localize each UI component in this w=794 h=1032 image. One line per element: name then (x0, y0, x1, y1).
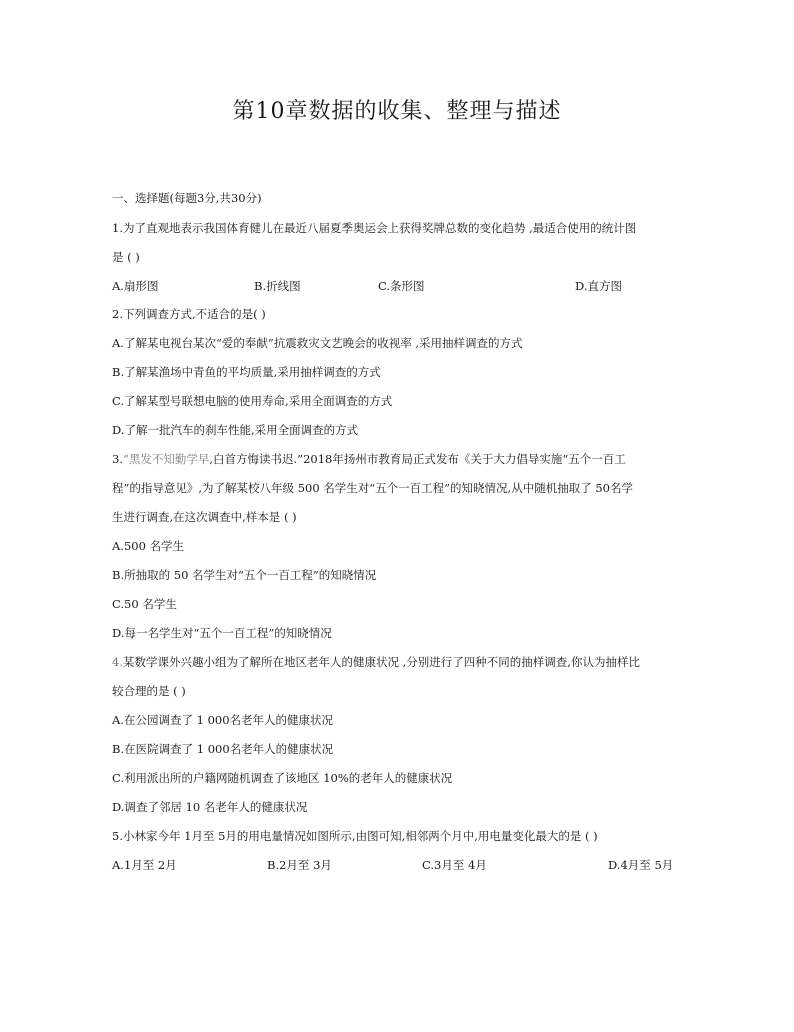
q4-option-c: C.利用派出所的户籍网随机调查了该地区 10%的老年人的健康状况 (112, 771, 453, 785)
q5-option-b: B.2月至 3月 (267, 858, 332, 872)
q4-option-a: A.在公园调查了 1 000名老年人的健康状况 (112, 713, 334, 727)
q5-option-a: A.1月至 2月 (112, 858, 177, 872)
q3-number: 3. (112, 452, 123, 466)
q3-text-line2: 程”的指导意见》,为了解某校八年级 500 名学生对“五个一百工程”的知晓情况,从中随机抽取了 50名学 (112, 481, 633, 495)
section-heading: 一、选择题(每题3分,共30分) (112, 191, 262, 205)
q2-option-d: D.了解一批汽车的刹车性能,采用全面调查的方式 (112, 423, 359, 437)
q5-option-c: C.3月至 4月 (422, 858, 487, 872)
q1-text-line2: 是 ( ) (112, 250, 140, 264)
q4-text-line2: 较合理的是 ( ) (112, 684, 186, 698)
q4-number: 4. (112, 655, 123, 669)
q3-line1-rest: ,白首方悔读书迟.”2018年扬州市教育局正式发布《关于大力倡导实施“五个一百工 (209, 452, 626, 466)
q3-quote: “黑发不知勤学早 (122, 452, 210, 466)
q3-option-c: C.50 名学生 (112, 597, 177, 611)
q4-option-d: D.调查了邻居 10 名老年人的健康状况 (112, 800, 308, 814)
q3-option-b: B.所抽取的 50 名学生对“五个一百工程”的知晓情况 (112, 568, 377, 582)
q1-option-a: A.扇形图 (112, 279, 159, 293)
q1-option-b: B.折线图 (254, 279, 301, 293)
q1-option-c: C.条形图 (378, 279, 425, 293)
q3-option-a: A.500 名学生 (112, 539, 185, 553)
q5-text: 5.小林家今年 1月至 5月的用电量情况如图所示,由图可知,相邻两个月中,用电量变化最大的是 ( ) (112, 829, 598, 843)
q5-option-d: D.4月至 5月 (608, 858, 674, 872)
q1-option-d: D.直方图 (575, 279, 622, 293)
q2-option-c: C.了解某型号联想电脑的使用寿命,采用全面调查的方式 (112, 394, 393, 408)
q3-text-line1 (112, 451, 626, 467)
q1-text-line1: 1.为了直观地表示我国体育健儿在最近八届夏季奥运会上获得奖牌总数的变化趋势 ,最适合使用的统计图 (112, 221, 637, 235)
q3-option-d: D.每一名学生对“五个一百工程”的知晓情况 (112, 626, 332, 640)
q3-text-line3: 生进行调查,在这次调查中,样本是 ( ) (112, 510, 297, 524)
q2-option-a: A.了解某电视台某次“爱的奉献”抗震救灾文艺晚会的收视率 ,采用抽样调查的方式 (112, 336, 523, 350)
page-title: 第10章数据的收集、整理与描述 (232, 99, 562, 124)
q2-text: 2.下列调查方式,不适合的是( ) (112, 307, 266, 321)
q4-text-line1 (112, 654, 640, 670)
q2-option-b: B.了解某渔场中青鱼的平均质量,采用抽样调查的方式 (112, 365, 381, 379)
q4-option-b: B.在医院调查了 1 000名老年人的健康状况 (112, 742, 334, 756)
q4-line1-rest: 某数学课外兴趣小组为了解所在地区老年人的健康状况 ,分别进行了四种不同的抽样调查,你认为抽样比 (122, 655, 640, 669)
